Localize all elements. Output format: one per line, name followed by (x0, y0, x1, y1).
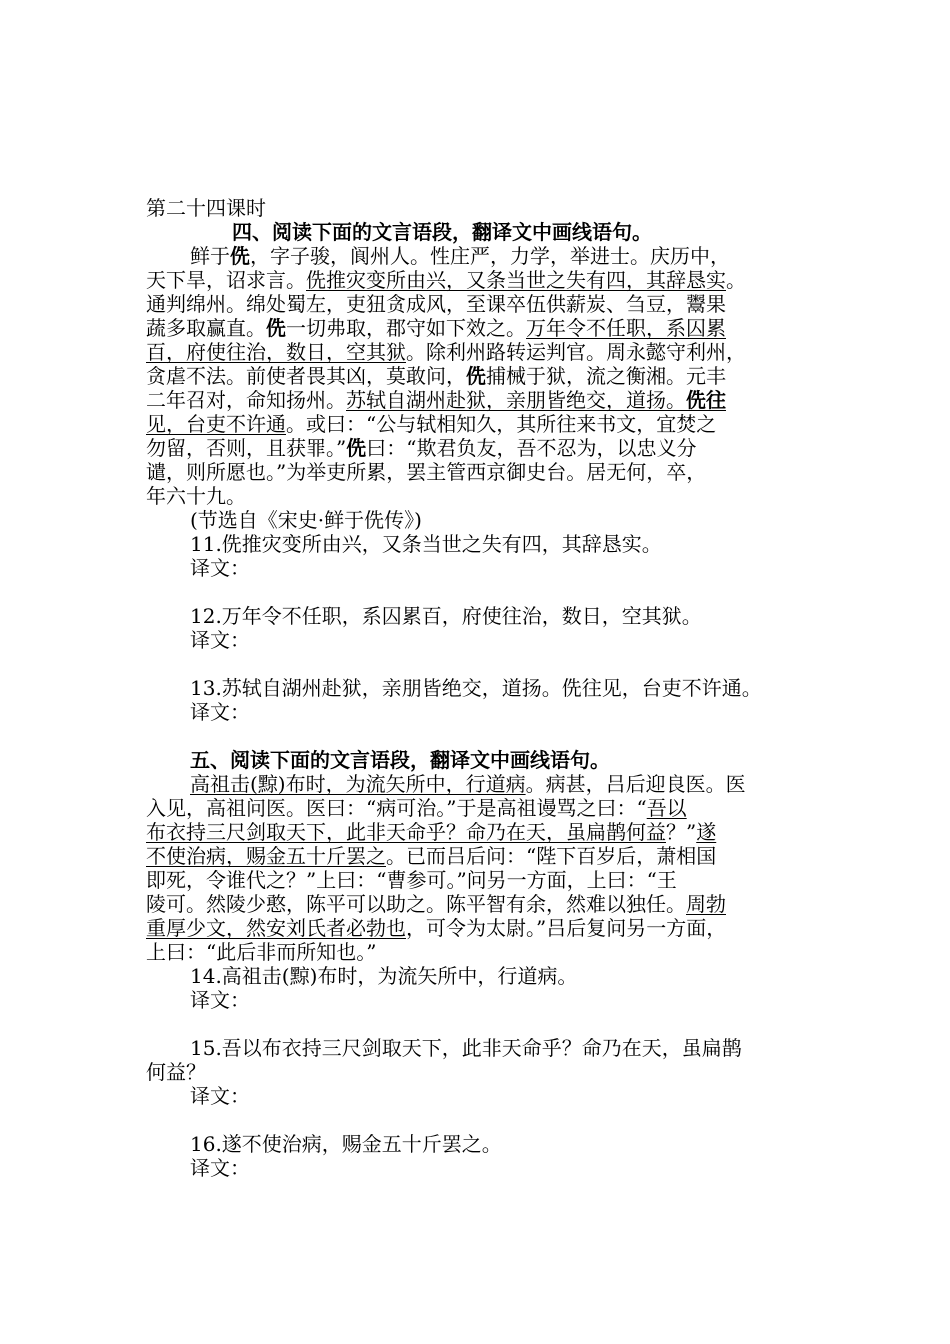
question-11: 11.侁推灾变所由兴，又条当世之失有四，其辞恳实。 (190, 532, 662, 556)
question-16: 16.遂不使治病，赐金五十斤罢之。 (190, 1132, 502, 1156)
passage4-line-1: 鲜于侁，字子骏，阆州人。性庄严，力学，举进士。庆历中， (190, 244, 730, 268)
answer-label-13: 译文： (190, 700, 250, 724)
passage5-line-8: 上曰：“此后非而所知也。” (146, 940, 377, 964)
passage4-line-9: 勿留，否则，且获罪。”侁曰：“欺君负友，吾不忍为，以忠义分 (146, 436, 697, 460)
question-15-cont: 何益？ (146, 1060, 206, 1084)
passage4-line-11: 年六十九。 (146, 484, 246, 508)
underlined-sentence: 万年令不任职，系囚累 (526, 316, 726, 340)
passage4-line-6: 贪虐不法。前使者畏其凶，莫敢问，侁捕械于狱，流之衡湘。元丰 (146, 364, 726, 388)
question-14: 14.高祖击(黥)布时，为流矢所中，行道病。 (190, 964, 578, 988)
passage5-line-4: 不使治病，赐金五十斤罢之。已而吕后问：“陛下百岁后，萧相国 (146, 844, 717, 868)
underlined-sentence: 高祖击(黥)布时，为流矢所中，行道病 (190, 772, 526, 796)
passage5-line-3: 布衣持三尺剑取天下，此非天命乎？命乃在天，虽扁鹊何益？”遂 (146, 820, 717, 844)
passage4-line-5: 百，府使往治，数日，空其狱。除利州路转运判官。周永懿守利州， (146, 340, 746, 364)
underlined-sentence: 重厚少文，然安刘氏者必勃也 (146, 916, 406, 940)
passage5-line-6: 陵可。然陵少憨，陈平可以助之。陈平智有余，然难以独任。周勃 (146, 892, 726, 916)
passage4-line-4: 蔬多取赢直。侁一切弗取，郡守如下效之。万年令不任职，系囚累 (146, 316, 726, 340)
question-12: 12.万年令不任职，系囚累百，府使往治，数日，空其狱。 (190, 604, 702, 628)
lesson-header: 第二十四课时 (146, 196, 266, 220)
answer-label-12: 译文： (190, 628, 250, 652)
passage4-line-7: 二年召对，命知扬州。苏轼自湖州赴狱，亲朋皆绝交，道扬。侁往 (146, 388, 726, 412)
underlined-sentence: 见，台吏不许通 (146, 412, 286, 436)
answer-label-15: 译文： (190, 1084, 250, 1108)
answer-label-11: 译文： (190, 556, 250, 580)
section4-title: 四、阅读下面的文言语段，翻译文中画线语句。 (232, 220, 652, 244)
underlined-sentence: 吾以 (646, 796, 687, 820)
question-15: 15.吾以布衣持三尺剑取天下，此非天命乎？命乃在天，虽扁鹊 (190, 1036, 742, 1060)
question-13: 13.苏轼自湖州赴狱，亲朋皆绝交，道扬。侁往见，台吏不许通。 (190, 676, 762, 700)
underlined-sentence: 布衣持三尺剑取天下，此非天命乎？命乃在天，虽扁鹊何益 (146, 820, 666, 844)
answer-label-16: 译文： (190, 1156, 250, 1180)
underlined-sentence: 周勃 (686, 892, 726, 916)
section5-title: 五、阅读下面的文言语段，翻译文中画线语句。 (190, 748, 610, 772)
underlined-sentence: 百，府使往治，数日，空其狱 (146, 340, 406, 364)
passage4-source: (节选自《宋史·鲜于侁传》) (190, 508, 422, 532)
passage5-line-2: 入见，高祖问医。医曰：“病可治。”于是高祖谩骂之曰：“吾以 (146, 796, 687, 820)
underlined-sentence: 苏轼自湖州赴狱，亲朋皆绝交，道扬。 (346, 388, 686, 412)
passage5-line-1: 高祖击(黥)布时，为流矢所中，行道病。病甚，吕后迎良医。医 (190, 772, 746, 796)
passage4-line-2: 天下旱，诏求言。侁推灾变所由兴，又条当世之失有四，其辞恳实。 (146, 268, 746, 292)
answer-label-14: 译文： (190, 988, 250, 1012)
passage5-line-5: 即死，令谁代之？”上曰：“曹参可。”问另一方面，上曰：“王 (146, 868, 677, 892)
passage4-line-10: 谴，则所愿也。”为举吏所累，罢主管西京御史台。居无何，卒， (146, 460, 707, 484)
passage4-line-8: 见，台吏不许通。或曰：“公与轼相知久，其所往来书文，宜焚之 (146, 412, 717, 436)
passage4-line-3: 通判绵州。绵处蜀左，吏狃贪成风，至课卒伍供薪炭、刍豆，鬻果 (146, 292, 726, 316)
underlined-sentence: 不使治病，赐金五十斤罢之 (146, 844, 386, 868)
author-name: 侁 (230, 244, 250, 268)
underlined-sentence: 侁推灾变所由兴，又条当世之失有四，其辞恳实 (306, 268, 726, 292)
passage5-line-7: 重厚少文，然安刘氏者必勃也，可令为太尉。”吕后复问另一方面， (146, 916, 727, 940)
